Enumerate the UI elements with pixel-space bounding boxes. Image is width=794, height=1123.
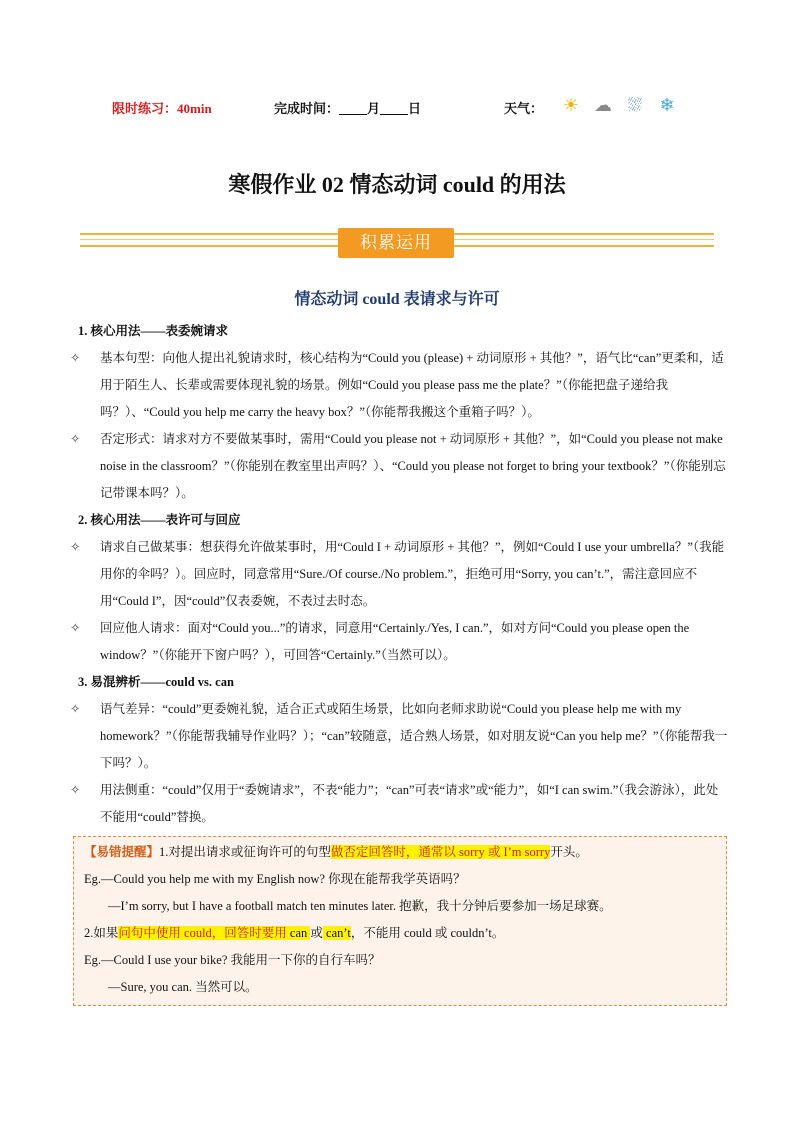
tip-tag: 【易错提醒】 [84, 845, 160, 859]
heading-usage-permission: 2. 核心用法——表许可与回应 [78, 513, 241, 527]
tip-highlight-2: 问句中使用 could，回答时要用 [118, 926, 287, 940]
snowflake-icon[interactable]: ❄ [659, 95, 675, 115]
bullet-respond-request: ✧ 回应他人请求：面对“Could you...”的请求，同意用“Certainly./Yes, I can.”，如对方问“Could you please open the window？”（你能开下窗户吗？），可回答“Certainly.”（当然可以）。 [70, 615, 730, 669]
bullet-basic-pattern: ✧ 基本句型：向他人提出礼貌请求时，核心结构为“Could you (please) + 动词原形 + 其他？”，语气比“can”更柔和，适用于陌生人、长辈或需要体现礼貌的场景。例如“Could you please pass me the plate？”（你能把盘子递给我吗？）、“Could you help me carry the heavy box？”（你能帮我搬这个重箱子吗？）。 [70, 345, 730, 426]
tip-line-1: 【易错提醒】1.对提出请求或征询许可的句型做否定回答时，通常以 sorry 或 I’m sorry开头。 [84, 845, 588, 859]
tip-example-2-answer: —Sure, you can. 当然可以。 [108, 980, 258, 994]
rain-icon[interactable]: ⛆ [627, 95, 643, 115]
diamond-bullet-icon: ✧ [70, 432, 81, 446]
bullet-negative-form: ✧ 否定形式：请求对方不要做某事时，需用“Could you please not + 动词原形 + 其他？”，如“Could you please not make noise in the classroom？”（你能别在教室里出声吗？）、“Could you please not forget to bring your textbook？”（你能别忘记带课本吗？）。 [70, 426, 730, 507]
diamond-bullet-icon: ✧ [70, 702, 81, 716]
day-label: 日 [408, 101, 422, 116]
tip-example-1-answer: —I’m sorry, but I have a football match ten minutes later. 抱歉，我十分钟后要参加一场足球赛。 [108, 899, 612, 913]
section-title: 情态动词 could 表请求与许可 [294, 291, 500, 308]
bullet-ask-permission: ✧ 请求自己做某事：想获得允许做某事时，用“Could I + 动词原形 + 其他？”，例如“Could I use your umbrella？”（我能用你的伞吗？）。回应时，同意常用“Sure./Of course./No problem.”，拒绝可用“Sorry, you can’t.”，需注意回应不用“Could I”，因“could”仅表委婉，不表过去时态。 [70, 534, 730, 615]
page-title: 寒假作业 02 情态动词 could 的用法 [228, 172, 566, 197]
completion-time [274, 98, 421, 117]
day-blank[interactable] [380, 102, 408, 115]
cloud-icon[interactable]: ☁ [594, 95, 612, 115]
diamond-bullet-icon: ✧ [70, 540, 81, 554]
tip-example-1: Eg.—Could you help me with my English now? 你现在能帮我学英语吗？ [84, 872, 466, 886]
bullet-tone-difference: ✧ 语气差异：“could”更委婉礼貌，适合正式或陌生场景，比如向老师求助说“Could you please help me with my homework？”（你能帮我辅导作业吗？）；“can”较随意，适合熟人场景，如对朋友说“Can you help me？”（你能帮我一下吗？）。 [70, 696, 730, 777]
weather-icons [560, 94, 678, 116]
bullet-usage-focus: ✧ 用法侧重：“could”仅用于“委婉请求”，不表“能力”；“can”可表“请求”或“能力”，如“I can swim.”（我会游泳），此处不能用“could”替换。 [70, 777, 730, 831]
diamond-bullet-icon: ✧ [70, 621, 81, 635]
section-banner: 积累运用 [338, 228, 454, 258]
diamond-bullet-icon: ✧ [70, 783, 81, 797]
tip-example-2: Eg.—Could I use your bike? 我能用一下你的自行车吗？ [84, 953, 381, 967]
month-label: 月 [367, 101, 381, 116]
heading-usage-request: 1. 核心用法——表委婉请求 [78, 324, 229, 338]
tip-highlight-cant: can’t [322, 926, 351, 940]
tip-highlight-can: can [286, 926, 311, 940]
tip-line-2: 2.如果问句中使用 could，回答时要用 can 或 can’t，不能用 could 或 couldn’t。 [84, 926, 505, 940]
month-blank[interactable] [339, 102, 367, 115]
completion-time-label: 完成时间： [274, 101, 340, 116]
error-tip-box [73, 836, 727, 1006]
heading-could-vs-can: 3. 易混辨析——could vs. can [78, 675, 234, 689]
tip-highlight-1: 做否定回答时，通常以 sorry 或 I’m sorry [330, 845, 551, 859]
timed-practice-label: 限时练习：40min [112, 101, 212, 116]
main-content [70, 318, 730, 831]
diamond-bullet-icon: ✧ [70, 351, 81, 365]
sun-icon[interactable]: ☀ [562, 95, 580, 115]
weather-label: 天气： [504, 101, 544, 116]
